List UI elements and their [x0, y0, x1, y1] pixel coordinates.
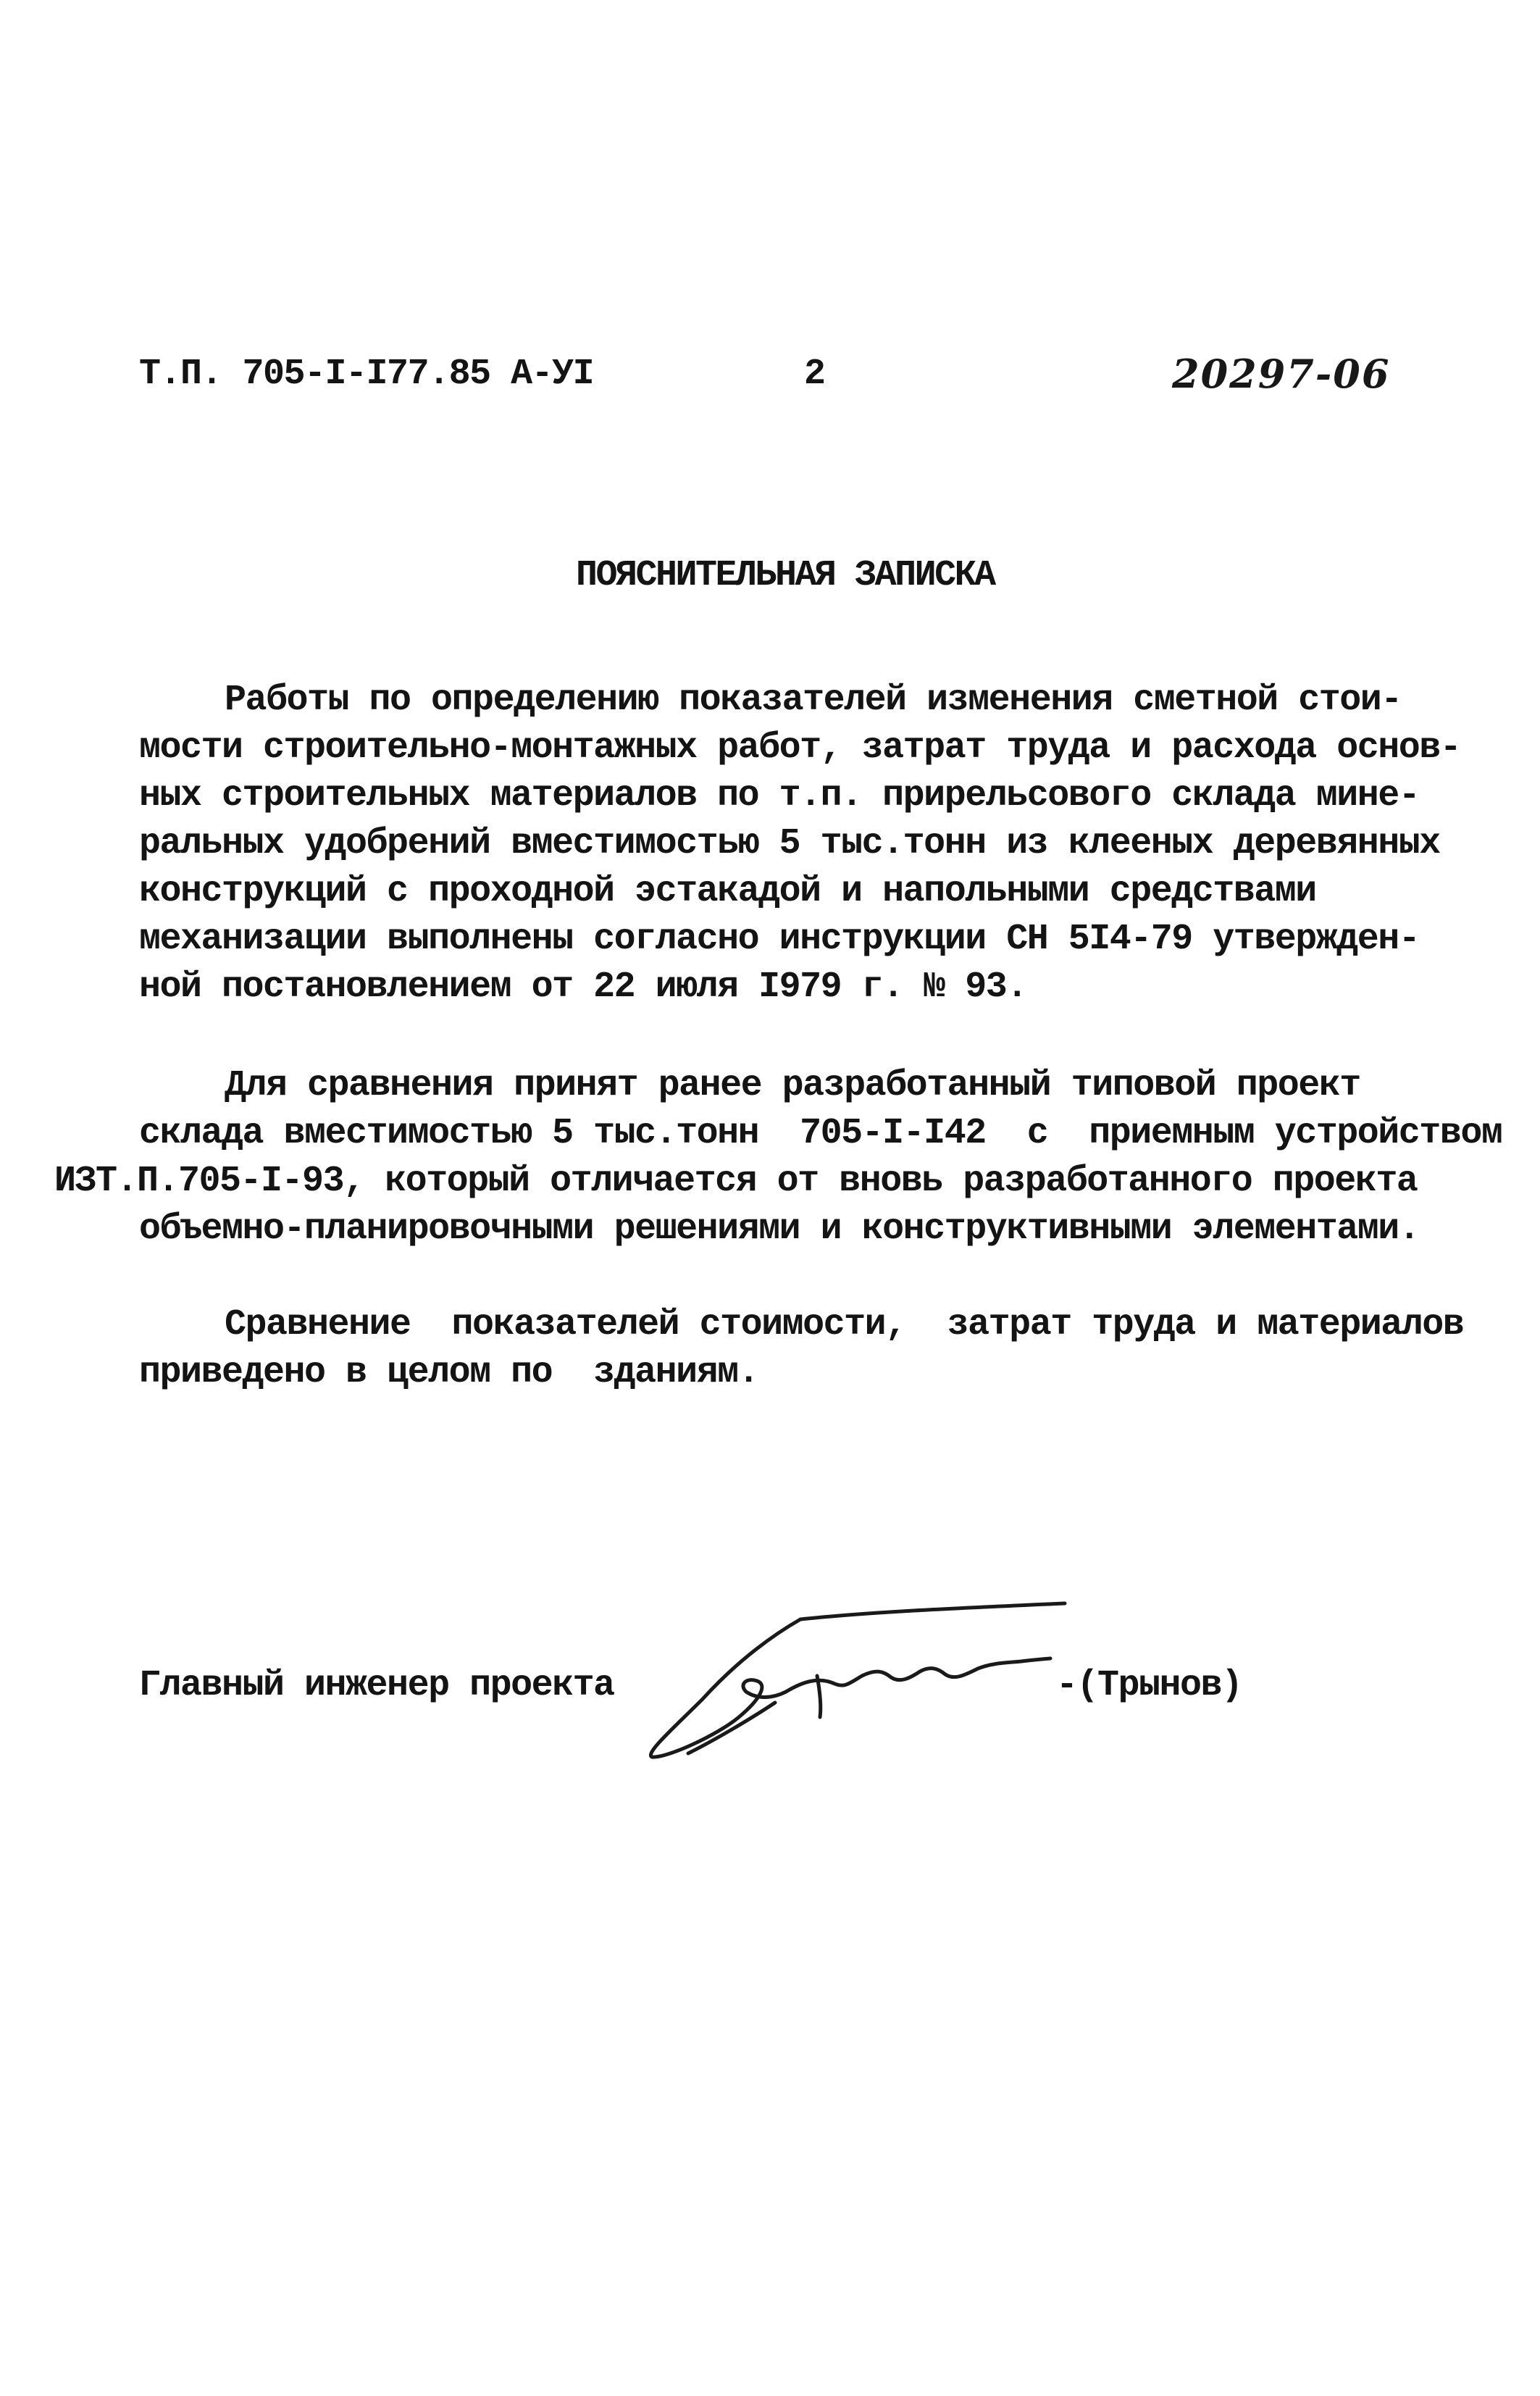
handwritten-inventory-number: 20297-06: [1172, 351, 1391, 397]
paragraph-line: конструкций с проходной эстакадой и напольными средствами: [139, 871, 1316, 912]
paragraph-line: приведено в целом по зданиям.: [139, 1352, 759, 1393]
paragraph-line: ИЗТ.П.705-I-93, который отличается от вновь разработанного проекта: [54, 1161, 1418, 1202]
signer-name: -(Трынов): [1056, 1665, 1242, 1706]
document-title: ПОЯСНИТЕЛЬНАЯ ЗАПИСКА: [576, 555, 995, 596]
signer-title: Главный инженер проекта: [139, 1665, 614, 1706]
paragraph-line: объемно-планировочными решениями и конструктивными элементами.: [139, 1209, 1420, 1250]
paragraph-line: ной постановлением от 22 июля I979 г. № 93.: [139, 967, 1027, 1008]
paragraph-line: Сравнение показателей стоимости, затрат труда и материалов: [225, 1304, 1464, 1345]
paragraph-line: мости строительно-монтажных работ, затрат труда и расхода основ-: [139, 727, 1461, 769]
paragraph-line: Работы по определению показателей изменения сметной стои-: [225, 680, 1402, 721]
paragraph-line: Для сравнения принят ранее разработанный типовой проект: [225, 1065, 1360, 1106]
paragraph-line: ных строительных материалов по т.п. прирельсового склада мине-: [139, 775, 1420, 817]
handwritten-signature: [630, 1590, 1079, 1779]
paragraph-line: ральных удобрений вместимостью 5 тыс.тонн из клееных деревянных: [139, 823, 1440, 864]
paragraph-line: склада вместимостью 5 тыс.тонн 705-I-I42 с приемным устройством: [139, 1113, 1502, 1154]
document-code: Т.П. 705-I-I77.85 А-УI: [139, 354, 594, 395]
page-number: 2: [804, 354, 825, 395]
paragraph-line: механизации выполнены согласно инструкции СН 5I4-79 утвержден-: [139, 919, 1420, 960]
